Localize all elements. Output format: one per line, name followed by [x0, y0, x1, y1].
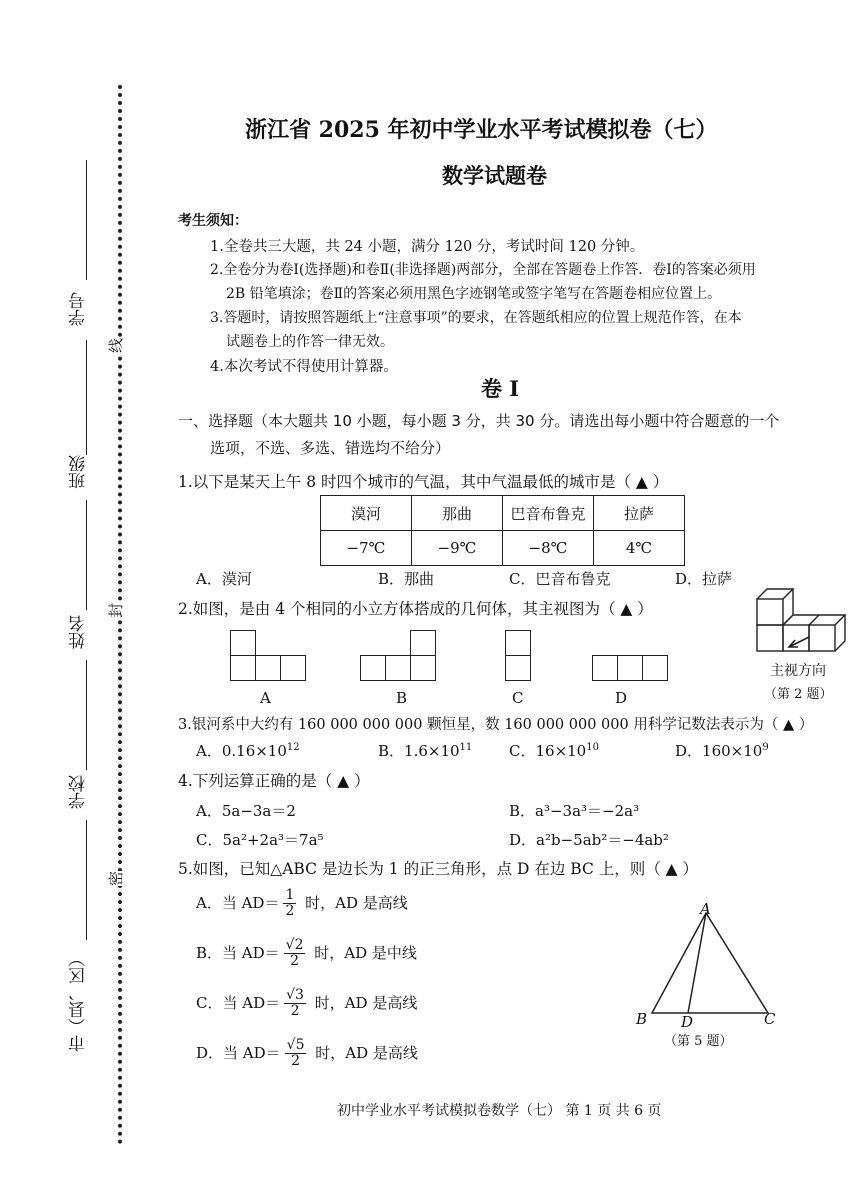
part1-heading-line1: 一、选择题（本大题共 10 小题，每小题 3 分，共 30 分。请选出每小题中符合题意的一个	[178, 412, 780, 430]
notice-item-4: 4.本次考试不得使用计算器。	[210, 359, 398, 375]
fraction: $\frac{√3}{2}$	[286, 987, 304, 1020]
student-id-label: 学号	[69, 292, 89, 326]
temp-cell: −8℃	[503, 531, 594, 566]
question-3-stem: 3.银河系中大约有 160 000 000 000 颗恒星，数 160 000 000 000 用科学记数法表示为（ ▲ ）	[178, 717, 814, 733]
question-4-stem: 4.下列运算正确的是（ ▲ ）	[178, 772, 370, 790]
q3-option-c: C．$16\times 10^{10}$	[509, 742, 599, 760]
name-label: 姓名	[69, 615, 89, 649]
q3-option-b: B．$1.6\times 10^{11}$	[378, 742, 473, 760]
temp-cell: −9℃	[412, 531, 503, 566]
question-5-stem: 5.如图，已知△ABC 是边长为 1 的正三角形，点 D 在边 BC 上，则（ ▲ ）	[178, 860, 699, 878]
q5-point-b: B	[636, 1010, 648, 1028]
notice-item-2b: 2B 铅笔填涂；卷Ⅱ的答案必须用黑色字迹钢笔或签字笔写在答题卷相应位置上。	[226, 286, 722, 302]
q1-option-b: B．那曲	[378, 570, 435, 588]
q3-option-a: A．$0.16\times 10^{12}$	[196, 742, 300, 760]
city-cell: 漠河	[321, 496, 412, 531]
q4-option-c: C．5a²+2a³＝7a⁵	[196, 831, 324, 849]
seal-char-line: 线	[107, 337, 126, 354]
seal-char-mi: 密	[107, 870, 126, 887]
class-label: 班级	[69, 455, 89, 489]
q4-option-d: D．a²b−5ab²＝−4ab²	[509, 831, 669, 849]
city-line	[86, 820, 87, 940]
q5-point-c: C	[764, 1010, 776, 1028]
q2-solid-figure	[745, 585, 855, 665]
class-line	[86, 340, 87, 455]
seal-char-feng: 封	[107, 602, 126, 619]
q5-option-c: C．当 AD＝ $\frac{√3}{2}$ 时，AD 是高线	[196, 987, 418, 1020]
student-id-line	[86, 160, 87, 280]
city-label: 市（县、区）	[69, 950, 89, 1052]
name-line	[86, 500, 87, 610]
q1-option-d: D．拉萨	[675, 570, 733, 588]
part1-heading-line2: 选项，不选、多选、错选均不给分）	[210, 439, 451, 457]
notice-heading: 考生须知：	[178, 213, 248, 229]
notice-item-3: 3.答题时，请按照答题纸上“注意事项”的要求，在答题纸相应的位置上规范作答，在本	[210, 310, 742, 326]
page-footer: 初中学业水平考试模拟卷数学（七） 第 1 页 共 6 页	[337, 1103, 662, 1119]
q5-option-d: D．当 AD＝ $\frac{√5}{2}$ 时，AD 是高线	[196, 1037, 418, 1070]
question-1-stem: 1.以下是某天上午 8 时四个城市的气温，其中气温最低的城市是（ ▲ ）	[178, 473, 669, 491]
notice-item-2: 2.全卷分为卷Ⅰ(选择题)和卷Ⅱ(非选择题)两部分，全部在答题卷上作答．卷Ⅰ的答案必须用	[210, 262, 756, 278]
q5-figure-caption: （第 5 题）	[664, 1034, 733, 1049]
temp-cell: −7℃	[321, 531, 412, 566]
q2-label-b: B	[396, 689, 408, 707]
question-2-stem: 2.如图，是由 4 个相同的小立方体搭成的几何体，其主视图为（ ▲ ）	[178, 600, 653, 618]
page-subtitle: 数学试题卷	[442, 163, 547, 188]
temperature-table	[320, 495, 685, 566]
q4-option-a: A．5a−3a＝2	[196, 802, 296, 820]
q5-option-a: A．当 AD＝ $\frac{1}{2}$ 时，AD 是高线	[196, 887, 408, 920]
q1-option-c: C．巴音布鲁克	[509, 570, 611, 588]
fraction: $\frac{√2}{2}$	[285, 937, 304, 970]
city-cell: 那曲	[412, 496, 503, 531]
temp-cell: 4℃	[594, 531, 685, 566]
city-cell: 巴音布鲁克	[503, 496, 594, 531]
q5-option-b: B．当 AD＝ $\frac{√2}{2}$ 时，AD 是中线	[196, 937, 417, 970]
q2-label-a: A	[260, 689, 271, 707]
q1-option-a: A．漠河	[196, 570, 252, 588]
school-label: 学校	[69, 775, 89, 809]
q2-view-direction-label: 主视方向	[770, 663, 826, 679]
q2-figure-caption: （第 2 题）	[764, 687, 833, 702]
school-line	[86, 660, 87, 770]
city-cell: 拉萨	[594, 496, 685, 531]
q2-label-d: D	[615, 689, 628, 707]
notice-item-3b: 试题卷上的作答一律无效。	[226, 334, 394, 350]
notice-item-1: 1.全卷共三大题，共 24 小题，满分 120 分，考试时间 120 分钟。	[210, 239, 645, 255]
page-title: 浙江省 2025 年初中学业水平考试模拟卷（七）	[245, 117, 718, 143]
q5-point-d: D	[681, 1013, 694, 1031]
fraction: $\frac{1}{2}$	[285, 887, 295, 920]
fraction: $\frac{√5}{2}$	[286, 1037, 305, 1070]
q5-point-a: A	[700, 900, 711, 918]
q4-option-b: B．a³−3a³＝−2a³	[509, 802, 640, 820]
q2-label-c: C	[512, 689, 524, 707]
volume-heading: 卷 I	[481, 376, 520, 401]
q3-option-d: D．$160\times 10^9$	[675, 742, 769, 760]
